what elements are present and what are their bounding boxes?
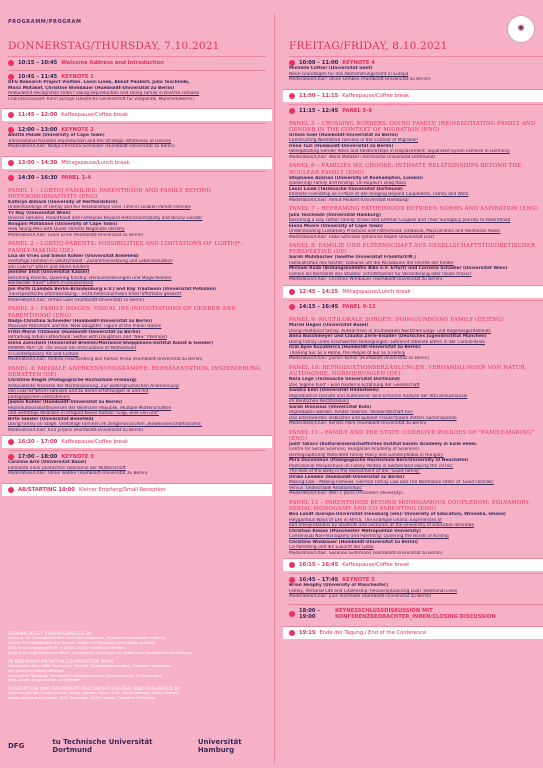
slot-title: Mittagspause/Lunch break (61, 159, 130, 166)
panel-line: Nora Lege (Technische Universität Dortmund) (289, 377, 400, 383)
break-row (283, 626, 543, 639)
slot-line: DFG Research Project Vielfam. Leoni Linek, Almut Peukert, Julia Teschlade, (8, 80, 190, 85)
slot-title: PANEL 5-8 (342, 107, 372, 114)
time-dot-icon (289, 108, 295, 114)
schedule-slot (8, 171, 266, 185)
panel-line: Thinking Sur as a Home, the People of Sur as a Family (289, 350, 406, 356)
panel-block (289, 121, 543, 161)
panel-line: Moderation/Chair: Andrea Fleschenberg dos Ramos Pinéu (Humboldt-Universität zu Berlin) (8, 357, 203, 363)
panel-title: PANEL 3 – FAMILY IMAGES: VISUAL (RE-)NEGOTIATIONS OF GENDER AND PARENTHOOD (ENG) (8, 306, 236, 319)
panel-line: Transspezifische Elternberatung – nicht-heteronormativ trans*affirmativ gedacht (8, 292, 182, 298)
time-dot-icon (8, 112, 14, 118)
panel-line: Moderation/Chair: Leoni Linek (Humboldt-Universität zu Berlin) (8, 232, 144, 238)
panel-block (8, 241, 266, 303)
slot-title: Kaffeepause/Coffee break (61, 112, 129, 118)
slot-title: KEYNOTE 5 (342, 577, 375, 584)
panel-line: Queer(ing) Family and Kinship. On Rupaul's Drag Race (289, 181, 406, 187)
slot-time: 12:00 – 13:00 (18, 127, 58, 133)
slot-header (8, 160, 266, 166)
slot-title: Kaffeepause/Coffee break (342, 562, 410, 569)
slot-title: KEYNOTE 3 (61, 454, 94, 461)
program-label: PROGRAMM/PROGRAM (8, 19, 82, 25)
slot-line: Transnational Assisted Reproduction and the Strategic Whiteness of Desires (8, 138, 172, 144)
panel-line: Moderation/Chair: Kira Jürjens (Humboldt-Universität zu Berlin) (8, 427, 144, 433)
panel-line: Moderation/Chair: Kerstin Palm (Humboldt-Universität zu Berlin) (289, 421, 427, 427)
panel-line: Stephanie Azarian (University of Roehampton, London) (289, 175, 424, 181)
panel-line: Judit Takacs (Kulturwissenschaftliches Institut Essen/ Academy in Exile ehem. (289, 441, 478, 447)
day-title-thursday: DONNERSTAG/THURSDAY, 7.10.2021 (8, 40, 220, 52)
slot-title: PANEL 9-12 (342, 303, 376, 310)
slot-header (289, 289, 543, 295)
time-dot-icon (8, 487, 14, 493)
panel-line: Michael Raab (Bildungskollektiv Biko e.V. Erfurt) und Cornelia Schadler (Universität Wien) (289, 266, 508, 272)
panel-line: Iclal Ayse Küçükkirca (Humboldt-Universität zu Berlin) (289, 345, 421, 351)
panel-line: Constructing Normative Families in the Context of Migration (289, 138, 418, 144)
panel-line: and Interpretations by Students and Lecturers at the University of Education Winneba (289, 523, 474, 529)
slot-header (289, 608, 543, 620)
panel-line: Anna Buschmeyer und Claudia Zerle-Elsäßer (Deutsches Jugendinstitut München) (289, 334, 487, 340)
slot-line: Ambivalent Recognition Order? Doing Reproduction and Doing Family in Diverse Families (8, 91, 200, 96)
slot-time: 16:15 – 16:45 (299, 562, 339, 569)
panel-block (289, 243, 543, 283)
panel-line: Moderation/Chair: Almut Peukert (Universität Hamburg) (289, 197, 409, 203)
panel-line: Christine Wimbauer (Humboldt-Universität zu Berlin) (289, 539, 418, 545)
footer-line: Center for Transdisciplinary Gender Studies at Humboldt-Universität zu Berlin (8, 640, 156, 645)
schedule-slot (8, 450, 266, 481)
panel-line: Leoni Linek (Technische Universität Dortmund) (289, 186, 403, 192)
break-row (283, 89, 543, 102)
slot-header (289, 108, 543, 114)
panel-title: PANEL 12 – PARENTHOOD BEYOND MONOGAMOUS COUPLEDOM: POLYAMORY, SERIAL MONOGAMY AND CO-PARENTING (ENG) (289, 499, 531, 513)
panel-line: Renegotiating Gender Roles and Relationships in Displacement: Separated Syrian Families in Germany (289, 149, 510, 155)
footer-line: Universität Hamburg, Fachbereich Sozialökonomie, Juniorprofessur für Soziologie, (8, 673, 163, 678)
slot-line: Moderation/Chair: Julia Teschlade (Humboldt-Universität zu Berlin) (289, 594, 432, 600)
panel-line: Fritzi-Marie Titzmann (Humboldt-Universität zu Berlin) (8, 329, 141, 335)
panel-line: Urmila Goel (Humboldt-Universität zu Berlin) (289, 132, 399, 138)
panel-line: Jon Parth (Lambda Berlin-Brandenburg e.V.) and Ray Trautwein (Universität Potsdam) (8, 286, 217, 292)
panel-line: Nadja-Christina Schneider (Humboldt-Universität zu Berlin) (8, 318, 153, 324)
panel-line: Yv Nay (Universität Wien) (8, 210, 71, 216)
slot-line: Moderation/Chair: Nadja-Christina Schneider (Humboldt-Universität zu Berlin) (8, 144, 175, 149)
panel-line: Polygamous Ways of Life in Africa. The Example Ghana. Experiences of (289, 517, 442, 523)
panel-line: The Role of the Body in the Assessment of the "Good Family" (289, 469, 421, 475)
slot-line: Chair/Discussant: Karin Jurczyk (Deutsche Gesellschaft für Zeitpolitik, München/Berlin) (8, 96, 194, 102)
panel-line: Ulrike Lembke (Humboldt-Universität zu Berlin) (289, 474, 405, 480)
panel-line: Bongani Matabane (University of Cape Town) (8, 221, 118, 227)
break-row (283, 285, 543, 298)
slot-header (8, 439, 266, 445)
panel-line: in Contemporary Art and Culture (8, 351, 79, 357)
footer-line: Gabriele Jähnert, Jasmin Köhler, Ulrike Lembke, Leoni Linek, Mona Motakef, Almut Peukert, (8, 691, 180, 696)
time-dot-icon (289, 304, 295, 310)
panel-line: Moderation/Chair: Falko Schnicke (Johannes Kepler Universität Linz) (289, 234, 435, 240)
slot-time: 19:15 (299, 629, 316, 636)
panel-title: PANEL 11 – FAMILY AND THE STATE: COERCIVE POLICIES OF "FAMILY-MAKING" (ENG) (289, 429, 535, 442)
seal-icon: ✺ (507, 15, 535, 43)
panel-line: Christine Riegel (Pädagogische Hochschule Freiburg) (8, 378, 137, 384)
time-dot-icon (289, 289, 295, 295)
panel-line: Doing Family on Stage. Vielfältige Familien im zeitgenössischen ‚Bioweissenschaftsdrama' (8, 422, 202, 428)
slot-title: Ende der Tagung / End of the Conference (319, 629, 427, 636)
panel-line: Reproduktiv werden. Kinder machen, Verwandtschaft tun: (289, 410, 414, 416)
schedule-slot (8, 56, 266, 70)
panel-line: Das 'eigene Kind' - Eine moderne Erzählung der Gesellschaft (289, 382, 420, 388)
panel-title: PANEL 7 – REFRAMING FATHERHOOD BETWEEN NORMS AND ASPIRATION (ENG) (289, 206, 539, 213)
panel-title: PANEL 2 – LGBTIQ-PARENTS: POSSIBILITIES AND LIMITATIONS OF LGBTIQ*-FAMILY-MAKING (DE) (8, 241, 243, 254)
panel-line: Bea Lundt (Europa-Universität Flensburg (em)/ University of Education, Winneba, Ghana) (289, 512, 506, 518)
schedule-slot (289, 604, 543, 624)
panel-block (289, 317, 543, 362)
footer-line: Zentrum für Transdisziplinäre Geschlechterstudien, Humboldt-Universität zu Berlin (8, 636, 166, 640)
slot-title: Mittagspause/Lunch break (342, 288, 411, 295)
panel-line: Birte Giesler (Universität Bielefeld) (8, 416, 94, 422)
column-divider (274, 14, 275, 764)
panel-line: Familie als Keimzelle des Staates: Schrittmacher für Veränderung oder lokale Praxis? (289, 271, 472, 277)
panel-line: Understanding Customary Practices and Fatherhood: intlawulo, Masculinities and Relational Power (289, 229, 501, 235)
break-row (2, 483, 272, 496)
slot-title: PANEL 1-4 (61, 174, 91, 181)
panel-line: und vielfältige Allianzen in Irmgard Keuns Roman "Gilgi, eine von uns" (8, 411, 159, 417)
panel-line: von LGBTQ* Eltern und deren Kindern (8, 264, 90, 270)
schedule-slot (289, 56, 543, 87)
footer-line: Institut für Kulturwissenschaften, Lehrbereich Soziologie der Arbeit und Geschlechterverhältnisse (8, 650, 193, 655)
panel-line: Making Law – Making Families. German Family Law and The Normative Order of 'Good Families' (289, 480, 494, 486)
time-dot-icon (8, 439, 14, 445)
footer-line: DFG-Forschungsprojekt Nr. 1 (2018–2021) Vielfältige Familien (8, 645, 125, 650)
schedule-slot (289, 104, 543, 118)
panel-line: Becoming a Gay Father Family: Israeli and German Couples and Their Surrogacy Journey to Parenthood (289, 218, 511, 224)
slot-line: Caroline Arni (Universität Basel) (8, 460, 87, 466)
panel-block (289, 365, 543, 427)
slot-header (289, 562, 543, 568)
schedule-slot (289, 573, 543, 604)
slot-time: 17:00 – 18:00 (18, 454, 58, 461)
panel-block (289, 163, 543, 203)
panel-line: Mira Ducommun (Pädagogische Hochschule Bern/University of Neuchâtel) (289, 458, 469, 464)
panel-line: Jennifer Stoll (Universität Kassel) (8, 270, 90, 276)
slot-time: 12:45 – 14:15 (299, 288, 339, 295)
panel-line: im deutschen Rechtsdiskurs (289, 399, 350, 405)
slot-time: 16:45 – 17:45 (299, 577, 339, 584)
panel-line: Familialismus des Rechts: Diskurse um die Paradoxien der Rechte der Kinder (289, 260, 454, 266)
panel-title: PANEL 9: MULTILOKALE SORGEN: DOING/UNDOING FAMILY (DE/ENG) (289, 316, 504, 323)
slot-title: Kaffeepause/Coffee break (342, 92, 410, 99)
panel-line: Moderation/Chair: Urmila Goel (Humboldt-Universität zu Berlin) (8, 297, 145, 303)
slot-header (289, 93, 543, 99)
panel-line: Moderation/Chair: Susanne Gehrmann (Humboldt-Universität zu Berlin) (289, 550, 443, 556)
footer-heading: VERANSTALTET VON/ORGANIZED BY (8, 631, 93, 636)
panel-block (289, 206, 543, 240)
slot-title: Kleiner Empfang/Small Reception (78, 486, 166, 493)
slot-time: 10:15 – 10:45 (18, 60, 58, 66)
slot-time: 16:30 – 17:00 (18, 439, 58, 446)
time-dot-icon (289, 611, 295, 617)
slot-line: Neue Grundlagen für das Abstammungsrecht in Europa (289, 71, 409, 77)
slot-line: Moderation/Chair: Ulrike Lembke (Humboldt-Universität zu Berlin) (289, 77, 431, 82)
panel-block (8, 306, 266, 362)
panel-line: Ambivalente Prozesse der Normalisierung. Zur widersprüchlichen Anerkennung (8, 383, 179, 389)
partner-logo: Universität Hamburg (197, 738, 242, 754)
panel-line: Christian Klesse (Manchester Metropolitan University) (289, 528, 421, 534)
footer-line: Nadja-Christina Schneider, Julia Teschlade, Ulrike Vedder, Christine Wimbauer (8, 696, 156, 701)
slot-line: Michelle Cottier (Universität Genf) (289, 66, 373, 71)
panel-line: Sandra Emil (Universität Hildesheim) (289, 388, 379, 394)
day-title-friday: FREITAG/FRIDAY, 8.10.2021 (289, 40, 448, 52)
slot-line: Brian Heaphy (University of Manchester) (289, 583, 389, 589)
slot-header (8, 175, 266, 181)
schedule-slot (289, 300, 543, 314)
friday-column (289, 36, 543, 641)
panel-line: Sarah Dionisius (Universität Köln) (289, 404, 372, 410)
panel-line: Muriel Degen (Universität Basel) (289, 323, 369, 329)
time-dot-icon (289, 630, 295, 636)
time-dot-icon (8, 175, 14, 181)
panel-title: PANEL 5 – CROSSING BORDERS, DOING FAMILY: (RE)NEGOTIATING FAMILY AND GENDER IN THE CONTEXT OF MIGRATION (ENG) (289, 120, 536, 133)
panel-line: Sarah Mühlbacher (Goethe Universität Frankfurt/M.) (289, 255, 416, 261)
panel-line: Intimate Friendship as a Place of (Be-)longing Beyond Coupledom, Family and Work (289, 192, 469, 198)
break-row (2, 108, 272, 121)
panel-title: PANEL 1 – LGBTIQ-FAMILIES: PARENTHOOD AND FAMILY BEYOND HETERONORMATIVITY (ENG) (8, 187, 211, 200)
slot-time: 14:15 – 16:45 (299, 303, 339, 310)
panel-title: PANEL 10: REPRODUKTIONSERZÄHLUNGEN: VERHANDLUNGEN VON NATUR, AUTONOMIE, NORMIERUNGEN (DE) (289, 364, 527, 377)
slot-title: Welcome Address and Introduction (61, 60, 164, 66)
slot-line: Moderation/Chair: Ulrike Vedder (Humboldt-Universität zu Berlin) (8, 471, 148, 477)
panel-line: Lisa de Vries und Simon Köhler (Universität Bielefeld) (8, 253, 139, 259)
slot-time: 10:00 – 11:00 (299, 60, 339, 66)
panel-line: MAMMA MIA! On The Visual (Re-)Articulation of Motherhood (8, 346, 137, 352)
panel-line: Elena Moore (University of Cape Town) (289, 223, 383, 229)
panel-line: Moderation/Chair: Mona Motakef (Technische Universität Dortmund) (289, 154, 436, 160)
break-row (2, 435, 272, 448)
slot-title: Kaffeepause/Coffee break (61, 439, 129, 446)
slot-title: KEYNOTE 4 (342, 60, 375, 66)
panel-line: Vielfältige Familien in Deutschland - Zusammensetzung und Lebenssituation (8, 259, 173, 265)
slot-time: 14:30 – 16:30 (18, 174, 58, 181)
slot-time: 11:15 – 12:45 (299, 107, 339, 114)
panel-line: Reproduktive Dienste und Autonomie: eine kritische Analyse der Altruismusklausel (289, 393, 468, 399)
break-row (2, 156, 272, 169)
thursday-column (8, 36, 266, 498)
time-dot-icon (8, 60, 14, 66)
panel-line: Reproduktionskontroversen der Weimarer Republik. Multiple Mutterschaften (8, 405, 172, 411)
footer-line: der Geschlechterverhältnisse (8, 668, 64, 673)
panel-line: pädagogischen Institutionen. (8, 394, 71, 400)
slot-header (289, 630, 543, 636)
panel-line: Doing multilocal family: Aufwachsen in multilokalen Nachtrennungs- und Regenbogenfamilien (289, 328, 491, 334)
sponsor-logos (8, 738, 266, 754)
panel-block (289, 430, 543, 497)
panel-line: Jasmin Köhler (Humboldt-Universität zu Berlin) (8, 400, 123, 406)
slot-title: KEYNESSCHLUSSDISKUSSION MIT KONFERENZBEOBACHTER_INNEN/CLOSING DISCUSSION (334, 607, 496, 620)
footer-line: insb. Arbeit, Organisation und Gender (8, 678, 81, 683)
panel-line: Understandings of Family and Kin Relationships Over Time in Lesbian Parent Families (8, 205, 191, 211)
panel-line: Irene Tuzi (Humboldt-Universität zu Berlin) (289, 143, 394, 149)
panel-line: Muscular Patriotism and the 'New Daughter' Figure of the Indian Nation (8, 324, 162, 330)
panel-line: Diverse Families: Parenthood and Family/ies beyond Heteronormativity and Binary Gender (8, 216, 203, 222)
footer-heading: IN KOOPERATION MIT/IN COOPERATION WITH (8, 658, 114, 664)
panel-line: Consensual Non-monogamy and Parenting: Queering the Bonds of Kinship (289, 534, 449, 540)
slot-header (289, 304, 543, 310)
slot-time: 13:00 – 14:30 (18, 159, 58, 166)
time-dot-icon (8, 160, 14, 166)
slot-time: 11:00 – 11:15 (299, 92, 339, 99)
panel-line: Elena Zanichelli (Universität Bremen/Marianne-Sheppmann-Institut Kunst & Gender) (8, 340, 214, 346)
slot-title: KEYNOTE 2 (61, 127, 94, 133)
slot-header (8, 112, 266, 118)
slot-time: 11:45 – 12:00 (18, 112, 58, 118)
partner-logo: DFG (8, 742, 25, 750)
slot-line: Elemente einer politischen Ökonomie der Mutterschaft (8, 465, 126, 471)
thursday-schedule (8, 56, 266, 496)
panel-block (8, 366, 266, 433)
panel-line: How Young Men with Queer Parents Negotiate Identity (8, 227, 125, 233)
footer-credits (8, 628, 266, 701)
slot-line: Amrita Pande (University of Cape Town) (8, 133, 105, 138)
panel-line: Demographically Motivated Family Policy and Genderphobia in Hungary (289, 452, 444, 458)
slot-line: Family, Personal Life and Citizenship: Reconceptualising LGBT Relational Lives (289, 588, 458, 594)
time-dot-icon (289, 93, 295, 99)
panel-line: Das Elternwerden lesbischer und queerer Frauen*paare mittels Samenspende (289, 415, 457, 421)
panel-line: Versus 'Undesirable Relationships' (289, 485, 363, 491)
slot-line: Mona Motakef, Christine Wimbauer (Humboldt-Universität zu Berlin) (8, 85, 175, 91)
panel-line: Moderation/Chair: Mari F. Jarris (Princeton University) (289, 491, 403, 497)
panel-line: werdender trans* Eltern in Deutschland (8, 281, 94, 287)
panel-line: Kathryn Almack (University of Hertfordshire) (8, 199, 118, 205)
panel-line: Centre for Social Sciences, Hungarian Academy of Sciences) (289, 447, 419, 453)
panel-line: Co-Parenting und die Zukunft der Liebe (289, 545, 374, 551)
slot-header (8, 487, 266, 493)
footer-line: Technische Universität Dortmund, Fakultät Sozialwissenschaften, Professur Soziologie (8, 663, 171, 668)
panel-line: Moderation/Chair: Christine Wimbauer (Humboldt-Universität zu Berlin) (289, 277, 443, 283)
break-row (283, 558, 543, 571)
slot-time: AB/STARTING 18:00 (18, 486, 75, 493)
panel-line: Becoming Parents, Queering Kinship: Herausforderungen und Möglichkeiten (8, 275, 172, 281)
schedule-slot (8, 70, 266, 106)
slot-time: 18:00 – 19:00 (299, 607, 320, 620)
panel-title: PANEL 8: FAMILIE UND ELTERNSCHAFT AUS GESELLSCHAFTSTHEORETISCHER PERSPEKTIVE (DE) (289, 243, 536, 256)
panel-block (8, 188, 266, 239)
slot-title: KEYNOTE 1 (61, 74, 94, 80)
panel-title: PANEL 4: MEDIALE ANERKENNUNGSKÄMPFE: REPRÄSENTATION, INSZENIERUNG, DEBATTEN (DE) (8, 365, 263, 378)
panel-block (289, 500, 543, 556)
friday-schedule (289, 56, 543, 639)
slot-time: 10:45 – 11:45 (18, 74, 58, 80)
panel-line: Postcolonial Perspectives on Family Politics in Switzerland During the 1970s: (289, 463, 454, 469)
panel-line: Julia Teschlade (Universität Hamburg) (289, 212, 381, 218)
panel-title: PANEL 6 – FAMILIES WE CHOOSE: INTIMATE RELATIONSHIPS BEYOND THE NUCLEAR FAMILY (ENG) (289, 163, 522, 176)
partner-logo: tu Technische Universität Dortmund (52, 738, 153, 754)
panel-line: Doing Family unter erschwerten Bedingungen: Getrennt lebende Eltern in der Corona-Krise (289, 339, 485, 345)
panel-line: von LGBTIQ*Eltern-Familien und zu deren Erfahrungen in und mit (8, 389, 149, 395)
schedule-slot (8, 123, 266, 154)
panel-line: Moderation/Chair: Jasmin Köhler (Humboldt-Universität zu Berlin) (289, 356, 430, 362)
panel-line: Reframing Indian Fatherhood: Selfies with Daughters and "New" Manhood (8, 335, 167, 341)
time-dot-icon (289, 562, 295, 568)
footer-heading: KONZEPTION UND ORGANISATION/CONCEPTUALIZED AND ORGANIZED BY (8, 686, 181, 692)
slot-header (8, 60, 266, 66)
